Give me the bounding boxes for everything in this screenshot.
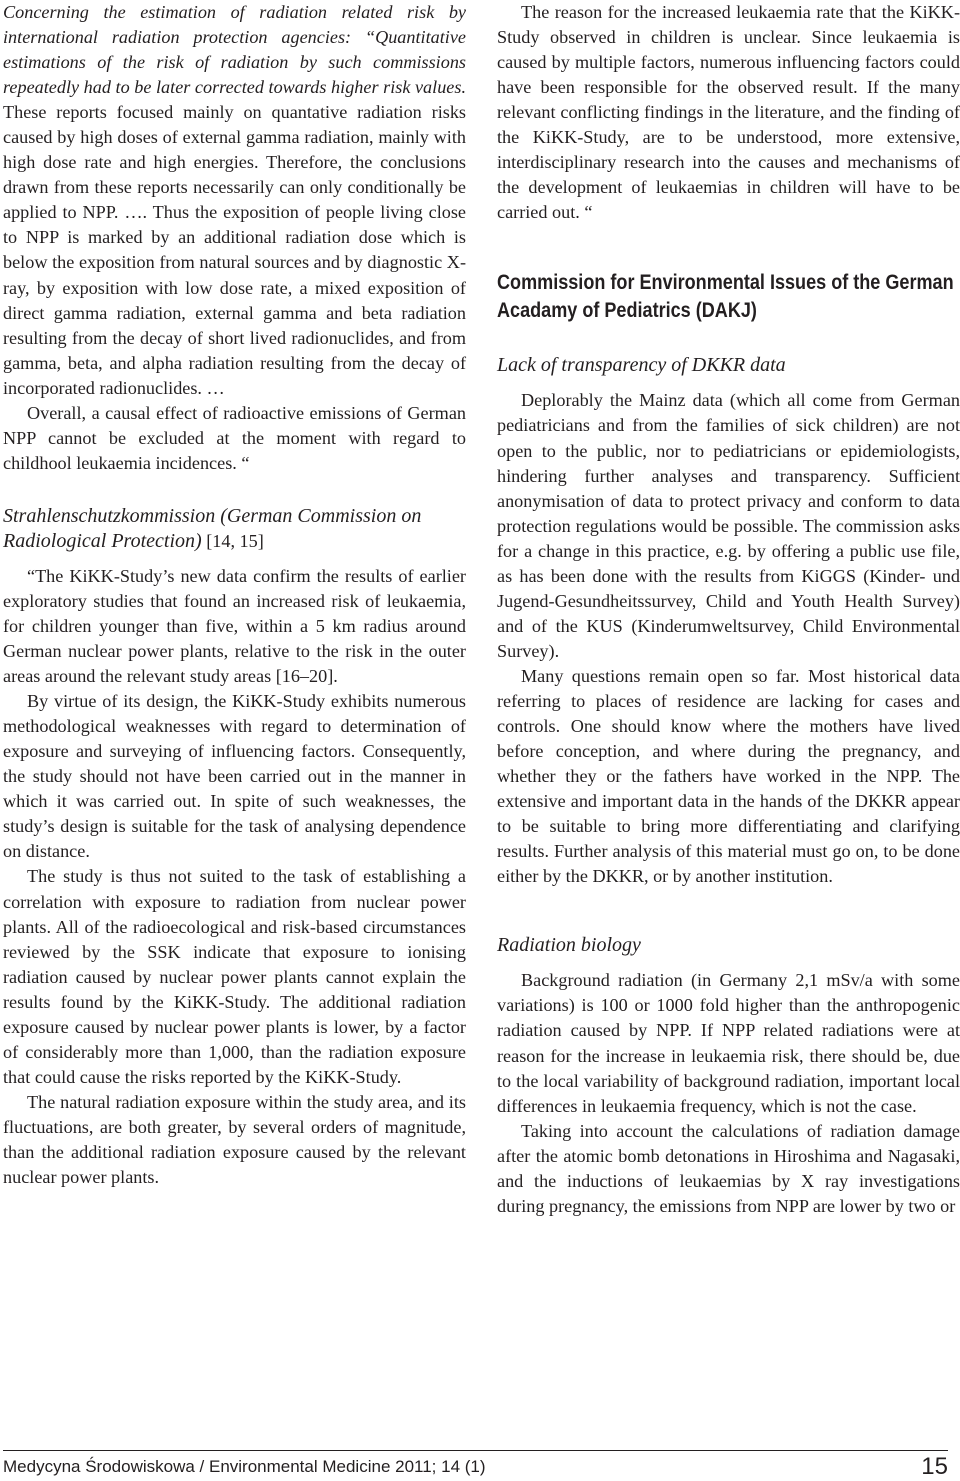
dakj-heading: Commission for Environmental Issues of the German Acadamy of Pediatrics (DAKJ)	[497, 271, 954, 323]
ssk-paragraph-3: The study is thus not suited to the task of establishing a correlation with exposure to radiation from nuclear power plants. All of the radioecological and risk-based circumstances reviewed by the SSK indicate that exposure to ionising radiation caused by nuclear power plants cannot explain the results found by the KiKK-Study. The additional radiation exposure caused by nuclear power plants is lower, by a factor of considerably more than 1,000, than the radiation exposure that could cause the risks reported by the KiKK-Study.	[3, 866, 466, 1087]
right-column	[497, 0, 960, 1219]
transparency-paragraph-2: Many questions remain open so far. Most historical data referring to places of residence are lacking for cases and controls. One should know where the mothers have lived before conception, and where during the pregnancy, and whether they or the fathers have worked in the NPP. The extensive and important data in the hands of the DKKR appear to be suitable to bring more differentiating and clarifying results. Further analysis of this material must go on, to be done either by the DKKR, or by another institution.	[497, 665, 960, 887]
conclusion-paragraph: Overall, a causal effect of radioactive emissions of German NPP cannot be excluded at the moment with regard to childhool leukaemia incidences. “	[3, 402, 466, 473]
transparency-heading: Lack of transparency of DKKR data	[497, 354, 786, 377]
intro-text: These reports focused mainly on quantative radiation risks caused by high doses of external gamma radiation, mainly with high dose rate and high energies. Therefore, the conclusions drawn from these reports necessarily can only conditionally be applied to NPP. …. Thus the exposition of people living close to NPP is marked by an additional radiation dose which is below the exposition from natural sources and by diagnostic X-ray, by exposition with low dose rate, a mixed exposition of direct gamma radiation, external gamma and beta radiation resulting from the decay of short lived radionuclides, and from gamma, beta, and alpha radiation resulting from the decay of incorporated radionuclides. …	[3, 102, 466, 398]
intro-italic-text: Concerning the estimation of radiation related risk by international radiation protection agencies: “Quantitative estimations of the risk of radiation by such commissions repeatedly had to be later corrected towards higher risk values.	[3, 2, 466, 98]
ssk-continuation-paragraph: The reason for the increased leukaemia rate that the KiKK-Study observed in children is unclear. Since leukaemia is caused by multiple factors, numerous influencing factors could have been responsible for the observed result. If the many relevant conflicting findings in the literature, and the finding of the KiKK-Study, are to be understood, more extensive, interdisciplinary research into the causes and mechanisms of the development of leukaemias in children will have to be carried out. “	[497, 2, 960, 223]
biology-paragraph-1: Background radiation (in Germany 2,1 mSv/a with some variations) is 100 or 1000 fold higher than the anthropogenic radiation caused by NPP. If NPP related radiations were at reason for the increase in leukaemia risk, there should be, due to the local variability of background radiation, important local differences in leukaemia frequency, which is not the case.	[497, 970, 960, 1116]
left-column	[3, 0, 466, 1190]
ssk-paragraph-4: The natural radiation exposure within the study area, and its fluctuations, are both greater, by several orders of magnitude, than the additional radiation exposure caused by the relevant nuclear power plants.	[3, 1091, 466, 1188]
ssk-heading	[3, 504, 466, 554]
biology-heading: Radiation biology	[497, 934, 641, 957]
biology-paragraph-2: Taking into account the calculations of radiation damage after the atomic bomb detonations in Hiroshima and Nagasaki, and the inductions of leukaemias by X ray investigations during pregnancy, the emissions from NPP are lower by two or	[497, 1120, 960, 1216]
ssk-paragraph-1: “The KiKK-Study’s new data confirm the results of earlier exploratory studies that found an increased risk of leukaemia, for children younger than five, within a 5 km radius around German nuclear power plants, relative to the risk in the outer areas around the relevant study areas [16–20].	[3, 565, 466, 687]
intro-quote-paragraph	[3, 0, 466, 401]
ssk-reference: [14, 15]	[201, 530, 264, 551]
page-number: 15	[921, 1453, 948, 1480]
transparency-paragraph-1: Deplorably the Mainz data (which all come from German pediatricians and from the families of sick children) are not open to the public, nor to pediatricians or epidemiologists, hindering further analyses and transparency. Sufficient anonymisation of data to protect privacy and conform to data protection regulations would be possible. The commission asks for a change in this practice, e.g. by offering a public use file, as has been done with the results from KiGGS (Kinder- und Jugend-Gesundheitssurvey, Child and Youth Health Survey) and of the KUS (Kinderumweltsurvey, Child Environmental Survey).	[497, 390, 960, 661]
page-footer	[3, 1450, 948, 1480]
journal-citation: Medycyna Środowiskowa / Environmental Medicine 2011; 14 (1)	[3, 1457, 486, 1476]
ssk-heading-text: Strahlenschutzkommission (German Commission on Radiological Protection)	[3, 504, 422, 552]
ssk-paragraph-2: By virtue of its design, the KiKK-Study exhibits numerous methodological weaknesses with regard to determination of exposure and surveying of influencing factors. Consequently, the study should not have been carried out in the manner in which it was carried out. In spite of such weaknesses, the study’s design is suitable for the task of analysing dependence on distance.	[3, 691, 466, 862]
